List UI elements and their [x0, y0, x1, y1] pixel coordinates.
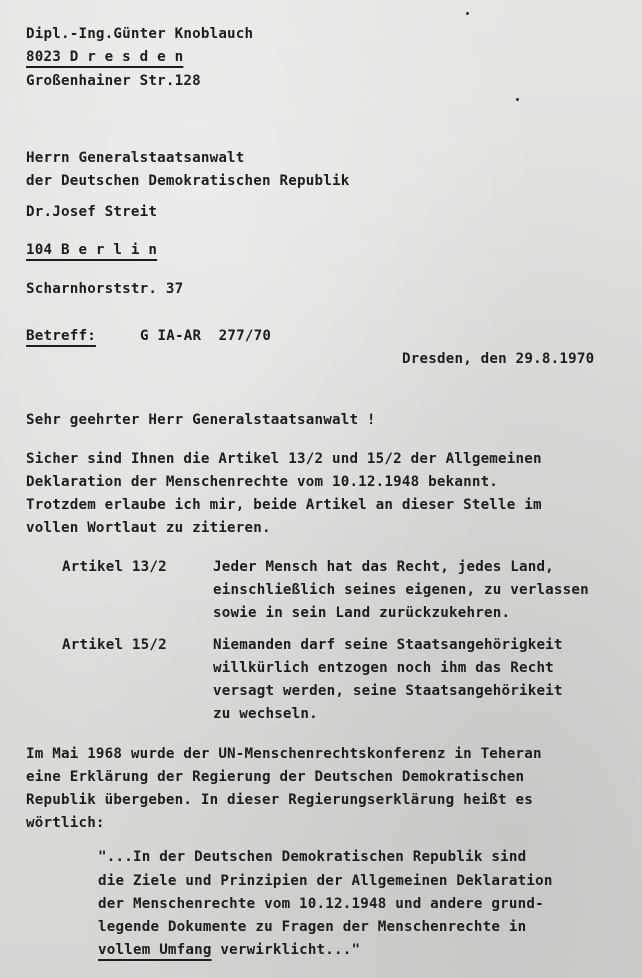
quote-underlined-phrase: vollem Umfang — [98, 942, 212, 958]
recipient-city: 104 B e r l i n — [26, 242, 158, 258]
reference-value: G IA-AR 277/70 — [140, 328, 272, 344]
paper-speck — [466, 12, 469, 15]
paragraph2-line: wörtlich: — [26, 815, 105, 831]
article-label: Artikel 15/2 — [62, 637, 167, 653]
article-text-line: willkürlich entzogen noch ihm das Recht — [213, 660, 554, 676]
quote-line: der Menschenrechte vom 10.12.1948 und andere grund- — [98, 896, 544, 912]
quote-last-rest: verwirklicht..." — [211, 942, 361, 958]
recipient-title: Herrn Generalstaatsanwalt — [26, 150, 245, 166]
article-text-line: sowie in sein Land zurückzukehren. — [213, 605, 511, 621]
quote-line: die Ziele und Prinzipien der Allgemeinen Deklaration — [98, 873, 553, 889]
paper-speck — [516, 98, 519, 101]
article-text-line: versagt werden, seine Staatsangehörikeit — [213, 683, 563, 699]
paragraph2-line: Republik übergeben. In dieser Regierungserklärung heißt es — [26, 792, 534, 808]
article-label: Artikel 13/2 — [62, 559, 167, 575]
quote-last-line — [98, 941, 360, 959]
recipient-street: Scharnhorststr. 37 — [26, 281, 184, 297]
article-text-line: einschließlich seines eigenen, zu verlassen — [213, 582, 589, 598]
paragraph2-line: eine Erklärung der Regierung der Deutschen Demokratischen — [26, 769, 525, 785]
paragraph1-line: Trotzdem erlaube ich mir, beide Artikel an dieser Stelle im — [26, 497, 542, 513]
reference-label: Betreff: — [26, 328, 96, 344]
sender-street: Großenhainer Str.128 — [26, 73, 201, 89]
place-date: Dresden, den 29.8.1970 — [402, 351, 595, 367]
article-text-line: zu wechseln. — [213, 706, 318, 722]
sender-name: Dipl.-Ing.Günter Knoblauch — [26, 26, 254, 42]
recipient-institution: der Deutschen Demokratischen Republik — [26, 173, 350, 189]
paragraph2-line: Im Mai 1968 wurde der UN-Menschenrechtskonferenz in Teheran — [26, 746, 542, 762]
salutation: Sehr geehrter Herr Generalstaatsanwalt ! — [26, 412, 376, 428]
quote-line: "...In der Deutschen Demokratischen Republik sind — [98, 849, 527, 865]
article-text-line: Niemanden darf seine Staatsangehörigkeit — [213, 637, 563, 653]
paragraph1-line: Sicher sind Ihnen die Artikel 13/2 und 15/2 der Allgemeinen — [26, 451, 542, 467]
sender-postal-city: 8023 D r e s d e n — [26, 49, 184, 65]
recipient-name: Dr.Josef Streit — [26, 204, 158, 220]
quote-line: legende Dokumente zu Fragen der Menschenrechte in — [98, 919, 527, 935]
paragraph1-line: Deklaration der Menschenrechte vom 10.12.1948 bekannt. — [26, 474, 499, 490]
article-text-line: Jeder Mensch hat das Recht, jedes Land, — [213, 559, 554, 575]
paragraph1-line: vollen Wortlaut zu zitieren. — [26, 520, 271, 536]
